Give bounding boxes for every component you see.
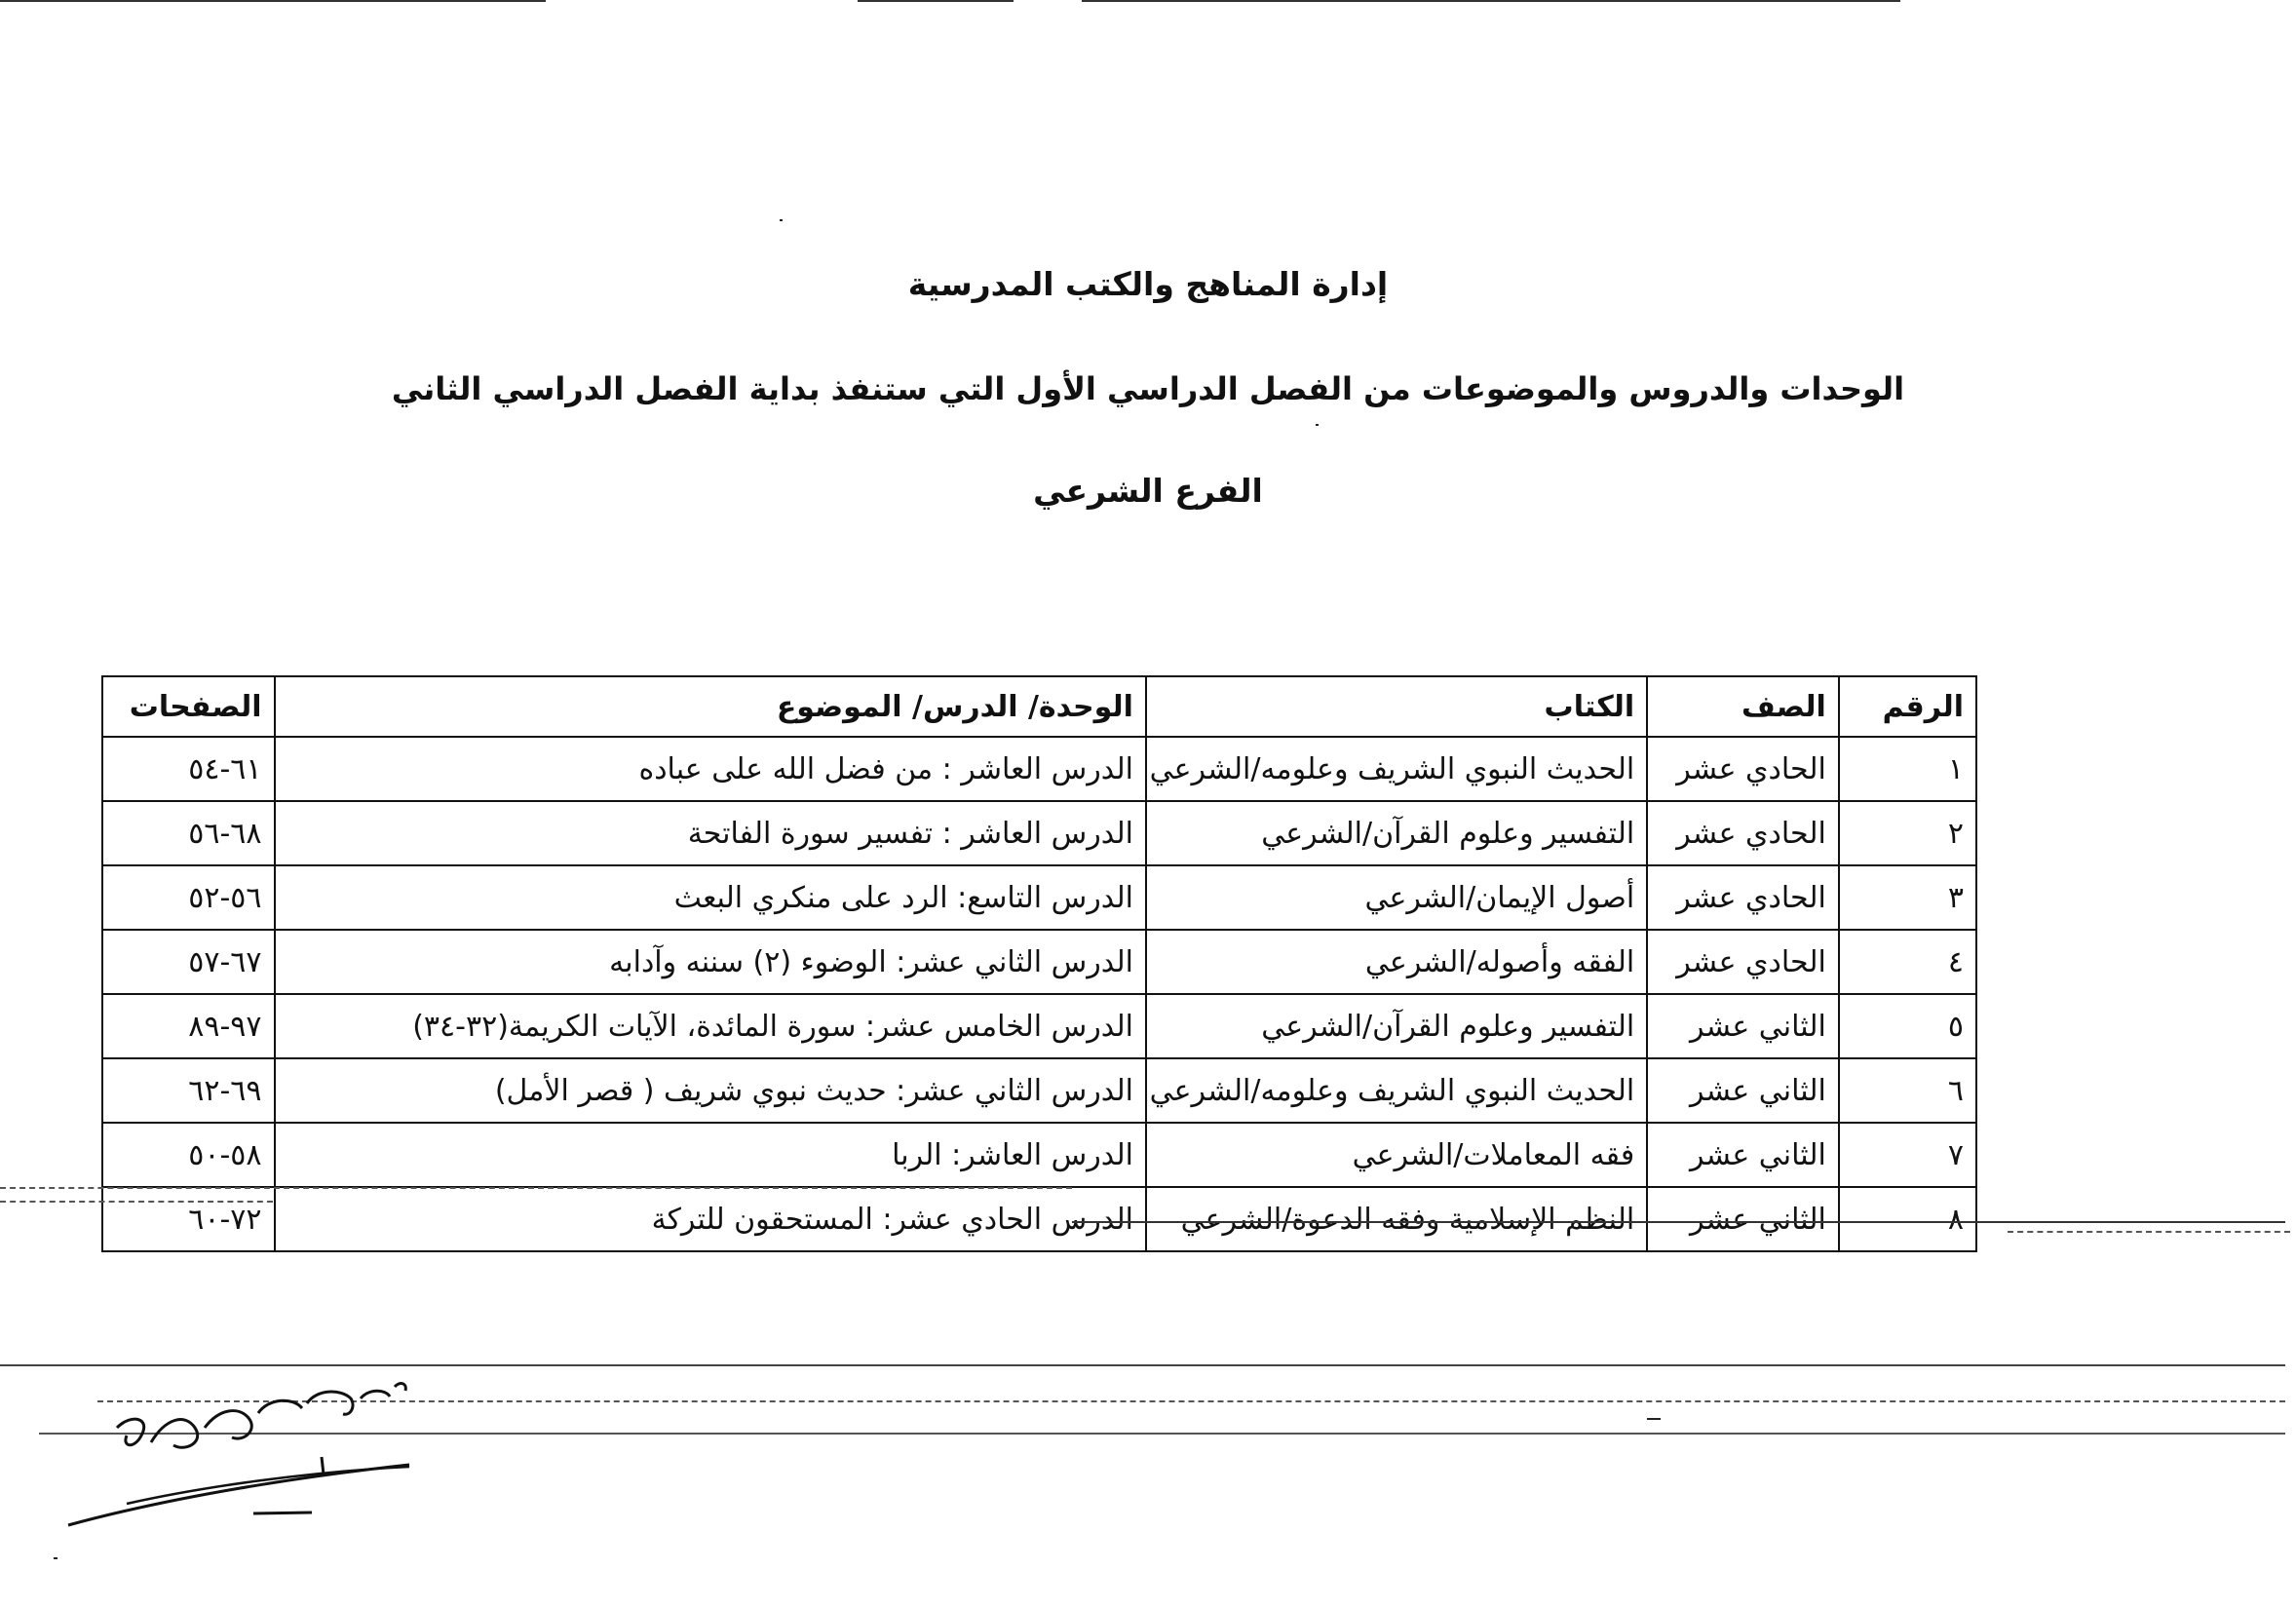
branch-title: الفرع الشرعي: [1033, 472, 1263, 510]
row-unit: الدرس العاشر : تفسير سورة الفاتحة: [275, 801, 1146, 865]
table-row: [102, 1187, 1976, 1251]
row-unit: الدرس الثاني عشر: حديث نبوي شريف ( قصر الأمل): [275, 1058, 1146, 1123]
row-book: الفقه وأصوله/الشرعي: [1146, 930, 1647, 994]
row-pages: ٦١-٥٤: [102, 737, 275, 801]
scan-artifact-line: [0, 0, 546, 2]
header-number: الرقم: [1839, 676, 1976, 737]
scan-artifact-dot: [780, 219, 783, 221]
row-grade: الثاني عشر: [1647, 1058, 1839, 1123]
lessons-table: [101, 675, 1977, 1252]
row-number: ٢: [1839, 801, 1976, 865]
table-row: [102, 865, 1976, 930]
handwritten-signature: [58, 1359, 429, 1545]
row-unit: الدرس التاسع: الرد على منكري البعث: [275, 865, 1146, 930]
scan-artifact-dashed-line: [2008, 1231, 2290, 1233]
row-pages: ٦٨-٥٦: [102, 801, 275, 865]
row-unit: الدرس الخامس عشر: سورة المائدة، الآيات الكريمة(٣٢-٣٤): [275, 994, 1146, 1058]
table-row: [102, 1058, 1976, 1123]
header-unit: الوحدة/ الدرس/ الموضوع: [275, 676, 1146, 737]
scan-artifact-dot: [1316, 424, 1319, 426]
row-book: فقه المعاملات/الشرعي: [1146, 1123, 1647, 1187]
scan-artifact-strike-line: [1072, 1221, 2285, 1223]
header-book: الكتاب: [1146, 676, 1647, 737]
row-grade: الثاني عشر: [1647, 994, 1839, 1058]
row-pages: ٥٨-٥٠: [102, 1123, 275, 1187]
row-grade: الحادي عشر: [1647, 930, 1839, 994]
header-grade: الصف: [1647, 676, 1839, 737]
row-book: التفسير وعلوم القرآن/الشرعي: [1146, 801, 1647, 865]
scan-artifact-dashed-line: [0, 1201, 273, 1203]
row-grade: الثاني عشر: [1647, 1187, 1839, 1251]
document-subtitle: الوحدات والدروس والموضوعات من الفصل الدراسي الأول التي ستنفذ بداية الفصل الدراسي الثاني: [391, 370, 1905, 407]
row-grade: الثاني عشر: [1647, 1123, 1839, 1187]
table-header-row: [102, 676, 1976, 737]
row-pages: ٦٩-٦٢: [102, 1058, 275, 1123]
scan-artifact-dashed-line: [0, 1187, 1072, 1189]
row-book: التفسير وعلوم القرآن/الشرعي: [1146, 994, 1647, 1058]
row-grade: الحادي عشر: [1647, 737, 1839, 801]
row-pages: ٥٦-٥٢: [102, 865, 275, 930]
row-book: النظم الإسلامية وفقه الدعوة/الشرعي: [1146, 1187, 1647, 1251]
scan-artifact-line: [1082, 0, 1900, 2]
row-number: ٥: [1839, 994, 1976, 1058]
row-unit: الدرس العاشر : من فضل الله على عباده: [275, 737, 1146, 801]
row-pages: ٧٢-٦٠: [102, 1187, 275, 1251]
scan-artifact-dot: [1647, 1418, 1661, 1420]
row-number: ٨: [1839, 1187, 1976, 1251]
header-pages: الصفحات: [102, 676, 275, 737]
table-row: [102, 930, 1976, 994]
row-grade: الحادي عشر: [1647, 865, 1839, 930]
row-unit: الدرس الثاني عشر: الوضوء (٢) سننه وآدابه: [275, 930, 1146, 994]
row-number: ٤: [1839, 930, 1976, 994]
table-row: [102, 994, 1976, 1058]
row-pages: ٩٧-٨٩: [102, 994, 275, 1058]
row-book: أصول الإيمان/الشرعي: [1146, 865, 1647, 930]
scan-artifact-line: [858, 0, 1014, 2]
row-grade: الحادي عشر: [1647, 801, 1839, 865]
row-unit: الدرس الحادي عشر: المستحقون للتركة: [275, 1187, 1146, 1251]
row-pages: ٦٧-٥٧: [102, 930, 275, 994]
row-unit: الدرس العاشر: الربا: [275, 1123, 1146, 1187]
scan-artifact-dot: [54, 1557, 57, 1559]
table-row: [102, 1123, 1976, 1187]
row-book: الحديث النبوي الشريف وعلومه/الشرعي: [1146, 737, 1647, 801]
table-row: [102, 801, 1976, 865]
row-book: الحديث النبوي الشريف وعلومه/الشرعي: [1146, 1058, 1647, 1123]
table-row: [102, 737, 1976, 801]
row-number: ٦: [1839, 1058, 1976, 1123]
row-number: ٣: [1839, 865, 1976, 930]
row-number: ١: [1839, 737, 1976, 801]
department-title: إدارة المناهج والكتب المدرسية: [907, 265, 1389, 303]
row-number: ٧: [1839, 1123, 1976, 1187]
